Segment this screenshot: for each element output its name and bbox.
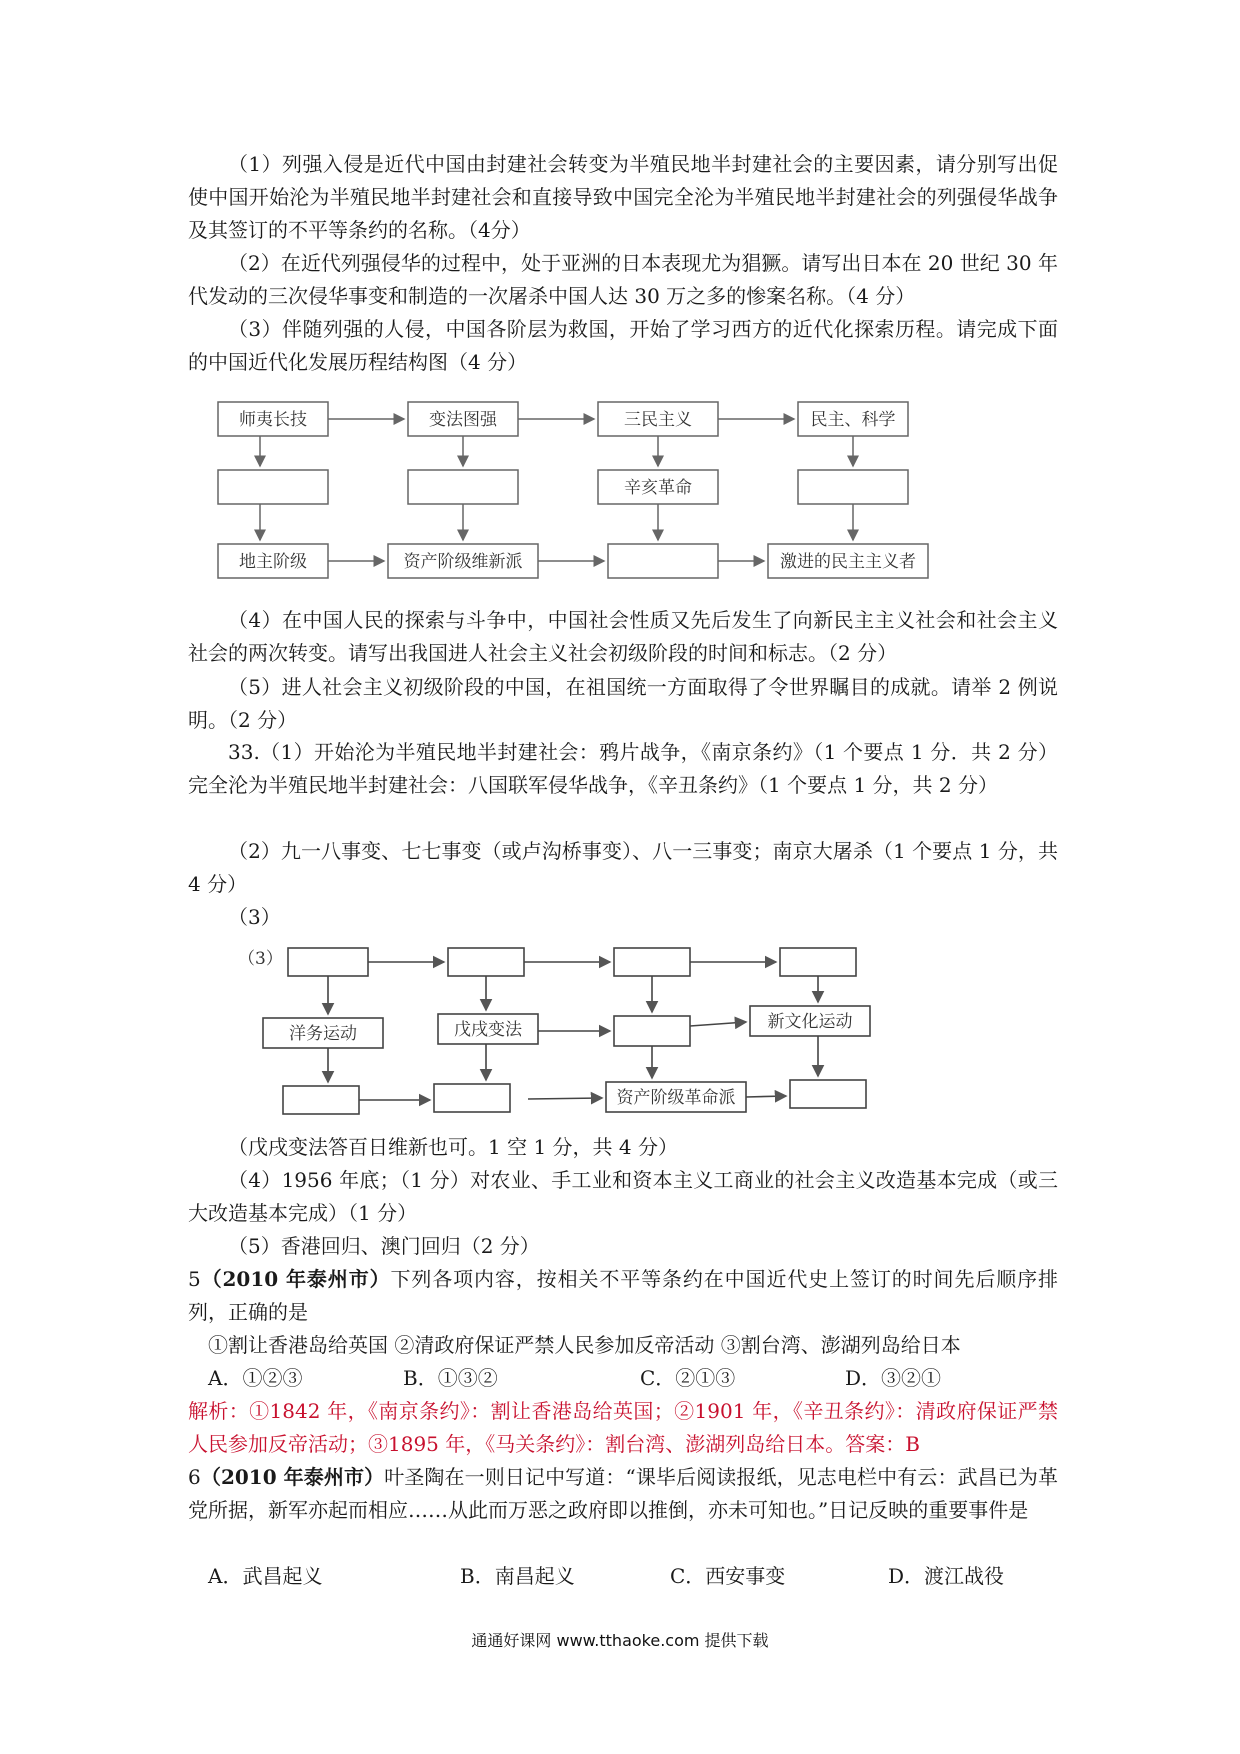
d2-row2-box2: 戊戌变法 bbox=[454, 1020, 522, 1040]
q5-option-d: D．③②① bbox=[845, 1366, 942, 1390]
q6-number: 6 bbox=[188, 1465, 201, 1489]
answer33-note: （戊戌变法答百日维新也可。1 空 1 分，共 4 分） bbox=[228, 1135, 678, 1159]
d1-row3-box2: 资产阶级维新派 bbox=[403, 552, 523, 572]
d1-row1-box3: 三民主义 bbox=[624, 410, 692, 430]
q6-option-d: D．渡江战役 bbox=[888, 1564, 1005, 1588]
q6-text: 叶圣陶在一则日记中写道：“课毕后阅读报纸，见志电栏中有云：武昌已为革党所据，新军亦起而相应……从此而万恶之政府即以推倒，亦未可知也。”日记反映的重要事件是 bbox=[188, 1465, 1058, 1522]
q6-source: （2010 年泰州市） bbox=[200, 1465, 385, 1489]
structure-diagram-answer bbox=[238, 934, 898, 1124]
q6-option-c: C．西安事变 bbox=[670, 1564, 786, 1588]
answer33-part4: （4）1956 年底；（1 分）对农业、手工业和资本主义工商业的社会主义改造基本完成（或三大改造基本完成）（1 分） bbox=[188, 1168, 1058, 1225]
q32-part5: （5）进人社会主义初级阶段的中国，在祖国统一方面取得了令世界瞩目的成就。请举 2 例说明。（2 分） bbox=[188, 675, 1058, 732]
structure-diagram-answer-svg bbox=[238, 934, 898, 1124]
q32-part2: （2）在近代列强侵华的过程中，处于亚洲的日本表现尤为猖獗。请写出日本在 20 世纪 30 年代发动的三次侵华事变和制造的一次屠杀中国人达 30 万之多的惨案名称。（4 分） bbox=[188, 251, 1058, 308]
answer33-part5: （5）香港回归、澳门回归（2 分） bbox=[228, 1234, 540, 1258]
q5-items: ①割让香港岛给英国 ②清政府保证严禁人民参加反帝活动 ③割台湾、澎湖列岛给日本 bbox=[208, 1333, 961, 1357]
page-footer: 通通好课网 www.tthaoke.com 提供下载 bbox=[471, 1631, 769, 1650]
structure-diagram-question bbox=[208, 392, 948, 592]
q5-number: 5 bbox=[188, 1267, 201, 1291]
d1-row2-box3: 辛亥革命 bbox=[624, 478, 692, 498]
d1-row1-box2: 变法图强 bbox=[429, 410, 497, 430]
q6-option-b: B．南昌起义 bbox=[460, 1564, 575, 1588]
q6-option-a: A．武昌起义 bbox=[208, 1564, 323, 1588]
answer33-part3: （3） bbox=[228, 905, 281, 929]
d1-row1-box4: 民主、科学 bbox=[810, 410, 896, 430]
structure-diagram-question-svg bbox=[208, 392, 948, 592]
q32-part4: （4）在中国人民的探索与斗争中，中国社会性质又先后发生了向新民主主义社会和社会主义社会的两次转变。请写出我国进人社会主义社会初级阶段的时间和标志。（2 分） bbox=[188, 608, 1058, 665]
answer33-part2: （2）九一八事变、七七事变（或卢沟桥事变）、八一三事变；南京大屠杀（1 个要点 1 分，共 4 分） bbox=[188, 839, 1058, 896]
d2-row2-box1: 洋务运动 bbox=[289, 1024, 357, 1044]
d1-row3-box1: 地主阶级 bbox=[239, 552, 307, 572]
q6-stem bbox=[188, 1461, 1058, 1527]
q5-option-a: A．①②③ bbox=[208, 1366, 303, 1390]
d2-row2-box4: 新文化运动 bbox=[767, 1012, 853, 1032]
q5-text: 下列各项内容，按相关不平等条约在中国近代史上签订的时间先后顺序排列，正确的是 bbox=[188, 1267, 1058, 1324]
d2-label: （3） bbox=[238, 949, 283, 969]
d2-row3-box3: 资产阶级革命派 bbox=[616, 1088, 736, 1108]
q5-analysis: 解析：①1842 年，《南京条约》：割让香港岛给英国；②1901 年，《辛丑条约》：清政府保证严禁人民参加反帝活动；③1895 年，《马关条约》：割台湾、澎湖列岛给日本。答案：B bbox=[188, 1399, 1058, 1456]
q5-option-b: B．①③② bbox=[403, 1366, 498, 1390]
q5-source: （2010 年泰州市） bbox=[200, 1267, 391, 1291]
d1-row3-box4: 激进的民主主义者 bbox=[780, 552, 916, 572]
q5-option-c: C．②①③ bbox=[640, 1366, 736, 1390]
d1-row1-box1: 师夷长技 bbox=[239, 410, 307, 430]
q5-stem bbox=[188, 1263, 1058, 1329]
q32-part1: （1）列强入侵是近代中国由封建社会转变为半殖民地半封建社会的主要因素，请分别写出促使中国开始沦为半殖民地半封建社会和直接导致中国完全沦为半殖民地半封建社会的列强侵华战争及其签订的不平等条约的名称。（4分） bbox=[188, 152, 1058, 242]
answer33-part1: 33.（1）开始沦为半殖民地半封建社会：鸦片战争，《南京条约》（1 个要点 1 分．共 2 分）完全沦为半殖民地半封建社会：八国联军侵华战争，《辛丑条约》（1 个要点 1 分，共 2 分） bbox=[188, 740, 1058, 797]
q32-part3: （3）伴随列强的人侵，中国各阶层为救国，开始了学习西方的近代化探索历程。请完成下面的中国近代化发展历程结构图（4 分） bbox=[188, 317, 1058, 374]
